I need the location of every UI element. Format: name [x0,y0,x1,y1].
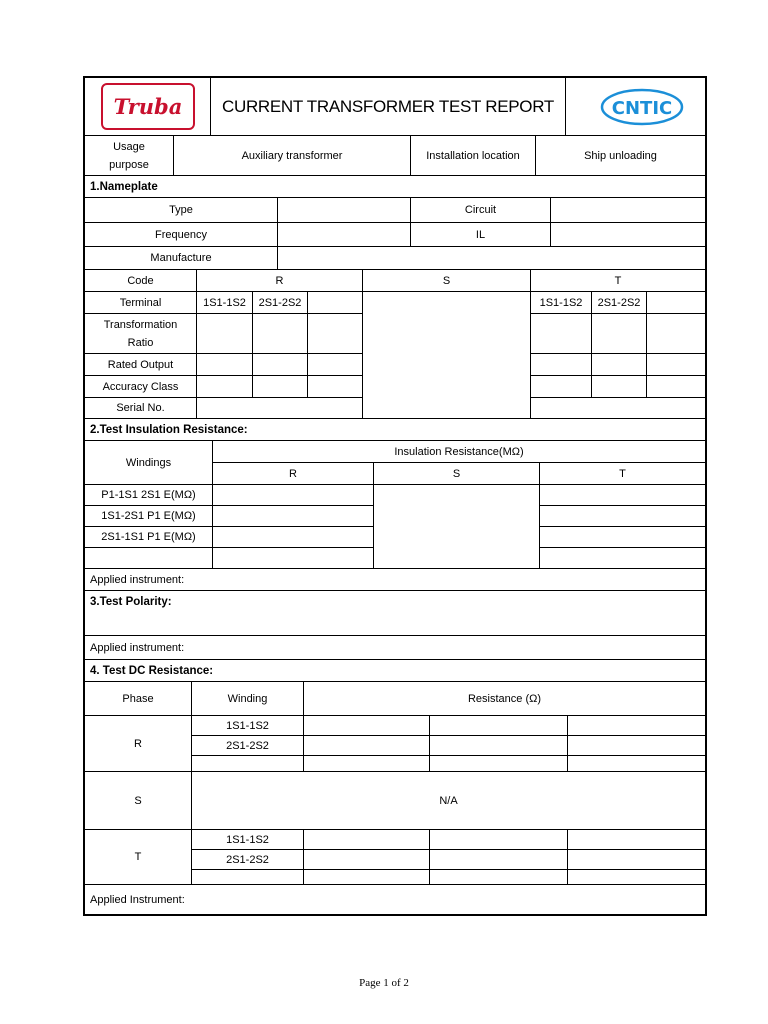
insulation-row-3-t [540,527,705,548]
dc-r-1-c [568,716,705,736]
dc-r-1-b [430,716,568,736]
terminal-r-1: 1S1-1S2 [197,292,253,314]
code-phase-t: T [531,270,705,292]
insulation-row-1-label: P1-1S1 2S1 E(MΩ) [85,485,213,506]
serial-label: Serial No. [85,398,197,419]
circuit-value-blank [551,223,705,247]
insulation-row-1-r [213,485,374,506]
accuracy-t-3 [647,376,705,398]
terminal-t-3 [647,292,705,314]
ratio-r-1 [197,314,253,354]
insulation-heading: 2.Test Insulation Resistance: [85,419,705,441]
accuracy-t-1 [531,376,592,398]
rated-output-r-1 [197,354,253,376]
usage-label [85,136,174,176]
dc-instrument-label: Applied Instrument: [90,893,185,906]
windings-label: Windings [85,441,213,485]
polarity-instrument-label: Applied instrument: [85,636,705,660]
dc-t-1-b [430,830,568,850]
dc-t-winding-3 [192,870,304,885]
insulation-resistance-label: Insulation Resistance(MΩ) [213,441,705,463]
truba-logo-cell [85,78,211,136]
circuit-blank [551,198,705,223]
dc-t-2-a [304,850,430,870]
accuracy-t-2 [592,376,647,398]
dc-phase-r: R [85,716,192,772]
insulation-row-4-r [213,548,374,569]
insulation-phase-s: S [374,463,540,485]
insulation-row-3-r [213,527,374,548]
insulation-row-3-label: 2S1-1S1 P1 E(MΩ) [85,527,213,548]
insulation-phase-t: T [540,463,705,485]
location-value: Ship unloading [536,136,705,176]
dc-r-3-b [430,756,568,772]
dc-phase-s: S [85,772,192,830]
usage-value: Auxiliary transformer [174,136,411,176]
usage-label-line1: Usage [113,140,145,153]
ratio-label-line1: Transformation [103,318,178,331]
dc-winding-label: Winding [192,682,304,716]
accuracy-r-2 [253,376,308,398]
insulation-instrument-label: Applied instrument: [85,569,705,591]
cntic-logo-mark [600,88,684,126]
code-label: Code [85,270,197,292]
insulation-s-blank [374,485,540,569]
type-label: Type [85,198,278,223]
rated-output-label: Rated Output [85,354,197,376]
dc-resistance-label: Resistance (Ω) [304,682,705,716]
polarity-heading: 3.Test Polarity: [85,591,705,636]
insulation-phase-r: R [213,463,374,485]
dc-phase-t: T [85,830,192,885]
terminal-t-1: 1S1-1S2 [531,292,592,314]
dc-r-1-a [304,716,430,736]
truba-logo-text: Truba [113,93,183,119]
dc-r-winding-2: 2S1-2S2 [192,736,304,756]
truba-logo [101,83,195,130]
nameplate-heading: 1.Nameplate [85,176,705,198]
serial-r [197,398,363,419]
serial-t [531,398,705,419]
dc-t-1-c [568,830,705,850]
dc-t-3-c [568,870,705,885]
type-value [278,198,411,223]
frequency-value [278,223,411,247]
manufacture-label: Manufacture [85,247,278,270]
dc-heading: 4. Test DC Resistance: [85,660,705,682]
rated-output-r-2 [253,354,308,376]
dc-r-3-c [568,756,705,772]
insulation-row-1-t [540,485,705,506]
dc-r-3-a [304,756,430,772]
accuracy-label: Accuracy Class [85,376,197,398]
test-report-form [83,76,707,916]
report-title: CURRENT TRANSFORMER TEST REPORT [211,78,566,136]
terminal-r-2: 2S1-2S2 [253,292,308,314]
code-phase-r: R [197,270,363,292]
terminal-r-3 [308,292,363,314]
dc-t-3-a [304,870,430,885]
terminal-t-2: 2S1-2S2 [592,292,647,314]
usage-label-line2: purpose [109,158,149,171]
dc-phase-label: Phase [85,682,192,716]
dc-s-value: N/A [192,772,705,830]
dc-t-3-b [430,870,568,885]
truba-logo-mark [107,92,189,122]
rated-output-r-3 [308,354,363,376]
cntic-logo [600,88,684,126]
ratio-label-line2: Ratio [127,336,154,349]
page-number: Page 1 of 2 [359,977,409,989]
insulation-row-2-t [540,506,705,527]
dc-r-2-b [430,736,568,756]
code-phase-s: S [363,270,531,292]
insulation-row-2-r [213,506,374,527]
manufacture-value [278,247,705,270]
circuit-label: Circuit [411,198,551,223]
accuracy-r-1 [197,376,253,398]
dc-r-winding-3 [192,756,304,772]
rated-output-t-2 [592,354,647,376]
dc-t-1-a [304,830,430,850]
insulation-row-2-label: 1S1-2S1 P1 E(MΩ) [85,506,213,527]
ratio-t-3 [647,314,705,354]
ratio-t-1 [531,314,592,354]
cntic-logo-text: CNTIC [611,98,673,119]
ratio-r-2 [253,314,308,354]
terminal-label: Terminal [85,292,197,314]
dc-r-winding-1: 1S1-1S2 [192,716,304,736]
ratio-label [85,314,197,354]
dc-t-2-c [568,850,705,870]
dc-t-winding-1: 1S1-1S2 [192,830,304,850]
rated-output-t-3 [647,354,705,376]
insulation-row-4-t [540,548,705,569]
insulation-row-4-label [85,548,213,569]
location-label: Installation location [411,136,536,176]
cntic-logo-cell [566,78,705,136]
accuracy-r-3 [308,376,363,398]
ratio-r-3 [308,314,363,354]
dc-t-2-b [430,850,568,870]
frequency-label: Frequency [85,223,278,247]
circuit-value: IL [411,223,551,247]
dc-r-2-a [304,736,430,756]
dc-r-2-c [568,736,705,756]
dc-t-winding-2: 2S1-2S2 [192,850,304,870]
ratio-t-2 [592,314,647,354]
phase-s-blank [363,292,531,419]
rated-output-t-1 [531,354,592,376]
